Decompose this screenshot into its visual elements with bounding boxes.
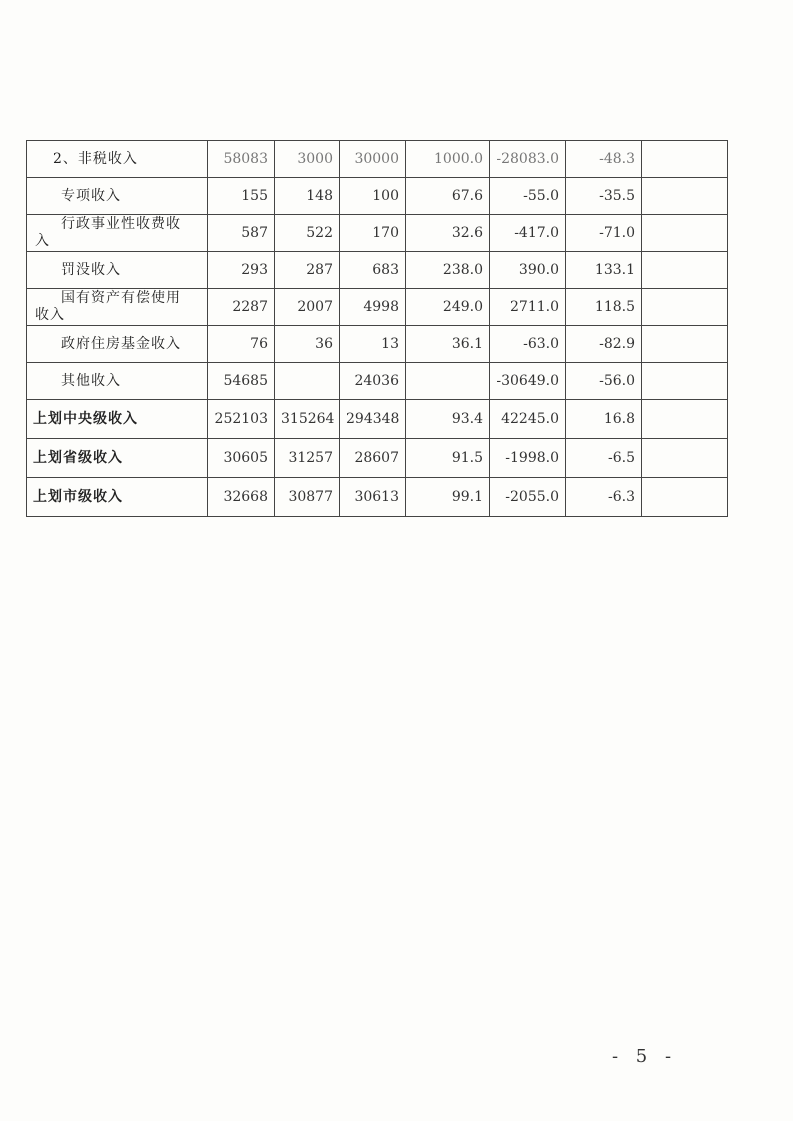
cell-value: 155 (208, 178, 275, 215)
row-label (27, 215, 208, 252)
cell-value: 2007 (275, 289, 340, 326)
cell-value: 32.6 (406, 215, 490, 252)
cell-value: 31257 (275, 439, 340, 478)
cell-value: 100 (340, 178, 406, 215)
cell-value: 93.4 (406, 400, 490, 439)
cell-value: 30877 (275, 478, 340, 517)
empty-cell (642, 326, 728, 363)
cell-value: 54685 (208, 363, 275, 400)
cell-value: 249.0 (406, 289, 490, 326)
table-row (27, 400, 728, 439)
table-row (27, 363, 728, 400)
cell-value: 30000 (340, 141, 406, 178)
cell-value: -82.9 (566, 326, 642, 363)
cell-value: 36.1 (406, 326, 490, 363)
row-label: 上划中央级收入 (27, 400, 208, 439)
cell-value: 4998 (340, 289, 406, 326)
row-label: 政府住房基金收入 (27, 326, 208, 363)
cell-value: 587 (208, 215, 275, 252)
table-row (27, 439, 728, 478)
table-row (27, 178, 728, 215)
row-label (27, 289, 208, 326)
empty-cell (642, 439, 728, 478)
page-number: - 5 - (612, 1046, 678, 1067)
cell-value: -30649.0 (490, 363, 566, 400)
cell-value: -56.0 (566, 363, 642, 400)
table-row (27, 141, 728, 178)
cell-value: 390.0 (490, 252, 566, 289)
table-row (27, 252, 728, 289)
cell-value: 76 (208, 326, 275, 363)
cell-value: -6.3 (566, 478, 642, 517)
empty-cell (642, 215, 728, 252)
empty-cell (642, 178, 728, 215)
cell-value: 58083 (208, 141, 275, 178)
row-label: 上划市级收入 (27, 478, 208, 517)
cell-value: 3000 (275, 141, 340, 178)
row-label: 2、非税收入 (27, 141, 208, 178)
cell-value: -63.0 (490, 326, 566, 363)
cell-value: 28607 (340, 439, 406, 478)
cell-value: 287 (275, 252, 340, 289)
row-label-line: 国有资产有偿使用 (61, 290, 181, 306)
cell-value: 16.8 (566, 400, 642, 439)
cell-value: 118.5 (566, 289, 642, 326)
empty-cell (642, 400, 728, 439)
table-row (27, 289, 728, 326)
cell-value: 133.1 (566, 252, 642, 289)
cell-value: 252103 (208, 400, 275, 439)
cell-value: 91.5 (406, 439, 490, 478)
cell-value: -55.0 (490, 178, 566, 215)
cell-value: -48.3 (566, 141, 642, 178)
cell-value (406, 363, 490, 400)
cell-value: -28083.0 (490, 141, 566, 178)
row-label: 罚没收入 (27, 252, 208, 289)
cell-value: 522 (275, 215, 340, 252)
row-label-line: 行政事业性收费收 (61, 216, 181, 232)
cell-value: -2055.0 (490, 478, 566, 517)
cell-value: 24036 (340, 363, 406, 400)
cell-value: 67.6 (406, 178, 490, 215)
cell-value: -35.5 (566, 178, 642, 215)
table-row (27, 326, 728, 363)
cell-value: 99.1 (406, 478, 490, 517)
cell-value: -71.0 (566, 215, 642, 252)
cell-value: 294348 (340, 400, 406, 439)
cell-value: 1000.0 (406, 141, 490, 178)
cell-value: 238.0 (406, 252, 490, 289)
cell-value: -1998.0 (490, 439, 566, 478)
table-row (27, 478, 728, 517)
cell-value: 13 (340, 326, 406, 363)
cell-value: 2287 (208, 289, 275, 326)
empty-cell (642, 141, 728, 178)
cell-value: 170 (340, 215, 406, 252)
cell-value: 293 (208, 252, 275, 289)
cell-value: -6.5 (566, 439, 642, 478)
cell-value: 36 (275, 326, 340, 363)
cell-value: 683 (340, 252, 406, 289)
cell-value: 2711.0 (490, 289, 566, 326)
empty-cell (642, 363, 728, 400)
revenue-table (26, 140, 728, 517)
empty-cell (642, 478, 728, 517)
table-row (27, 215, 728, 252)
cell-value: 30605 (208, 439, 275, 478)
row-label-line: 入 (35, 233, 50, 249)
cell-value: 30613 (340, 478, 406, 517)
cell-value: 315264 (275, 400, 340, 439)
row-label: 上划省级收入 (27, 439, 208, 478)
row-label: 专项收入 (27, 178, 208, 215)
cell-value: 42245.0 (490, 400, 566, 439)
empty-cell (642, 252, 728, 289)
cell-value: 32668 (208, 478, 275, 517)
row-label-line: 收入 (35, 307, 65, 323)
cell-value: 148 (275, 178, 340, 215)
empty-cell (642, 289, 728, 326)
cell-value (275, 363, 340, 400)
cell-value: -417.0 (490, 215, 566, 252)
row-label: 其他收入 (27, 363, 208, 400)
